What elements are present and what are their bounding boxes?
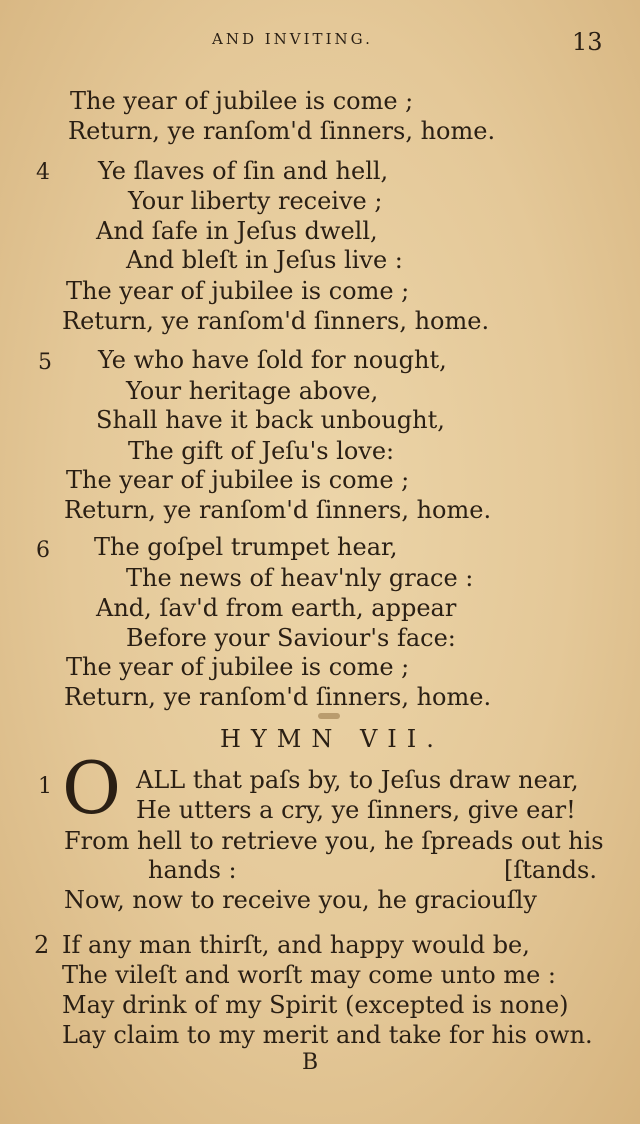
hymn-heading: HYMN VII.	[220, 725, 444, 753]
stanza-line: Return, ye ranſom'd ſinners, home.	[62, 307, 490, 335]
signature-mark: B	[302, 1050, 319, 1075]
stanza-line: The year of jubilee is come ;	[66, 653, 410, 681]
stanza-line: The year of jubilee is come ;	[66, 277, 410, 305]
stanza-line: Now, now to receive you, he graciouſly	[64, 886, 537, 914]
stanza-line: The news of heav'nly grace :	[126, 564, 474, 592]
drop-cap: O	[62, 746, 122, 830]
stanza-line: And, ſav'd from earth, appear	[96, 594, 457, 622]
stanza-line: The year of jubilee is come ;	[70, 87, 414, 115]
stanza-line: If any man thirſt, and happy would be,	[62, 931, 530, 959]
stanza-line: Your liberty receive ;	[128, 187, 383, 215]
stanza-line: ALL that paſs by, to Jeſus draw near,	[136, 766, 579, 794]
stanza-line: Before your Saviour's face:	[126, 624, 456, 652]
stanza-line: Lay claim to my merit and take for his own.	[62, 1021, 593, 1049]
stanza-line: He utters a cry, ye ſinners, give ear!	[136, 796, 576, 824]
stanza-line: And ſafe in Jeſus dwell,	[96, 217, 378, 245]
stanza-line: Shall have it back unbought,	[96, 406, 445, 434]
stanza-line: Your heritage above,	[126, 377, 379, 405]
stanza-line: [ſtands.	[504, 856, 597, 884]
verse-number: 5	[38, 350, 52, 375]
verse-number: 6	[36, 538, 50, 563]
stanza-line: And bleſt in Jeſus live :	[126, 246, 403, 274]
stanza-line: Ye ſlaves of ſin and hell,	[98, 157, 389, 185]
stanza-line: Return, ye ranſom'd ſinners, home.	[68, 117, 496, 145]
stanza-line: Return, ye ranſom'd ſinners, home.	[64, 683, 492, 711]
stanza-line: Ye who have ſold for nought,	[98, 346, 447, 374]
verse-number: 1	[38, 774, 52, 799]
stanza-line: hands :	[148, 856, 237, 884]
ink-blot	[318, 713, 340, 719]
stanza-line: The gift of Jeſu's love:	[128, 437, 395, 465]
verse-number: 4	[36, 160, 50, 185]
stanza-line: The goſpel trumpet hear,	[94, 533, 398, 561]
running-header: AND INVITING.	[212, 30, 373, 48]
verse-number: 2	[34, 931, 50, 959]
page-number: 13	[572, 28, 603, 56]
stanza-line: From hell to retrieve you, he ſpreads out his	[64, 827, 604, 855]
stanza-line: The year of jubilee is come ;	[66, 466, 410, 494]
stanza-line: The vileſt and worſt may come unto me :	[62, 961, 556, 989]
stanza-line: May drink of my Spirit (excepted is none)	[62, 991, 569, 1019]
stanza-line: Return, ye ranſom'd ſinners, home.	[64, 496, 492, 524]
